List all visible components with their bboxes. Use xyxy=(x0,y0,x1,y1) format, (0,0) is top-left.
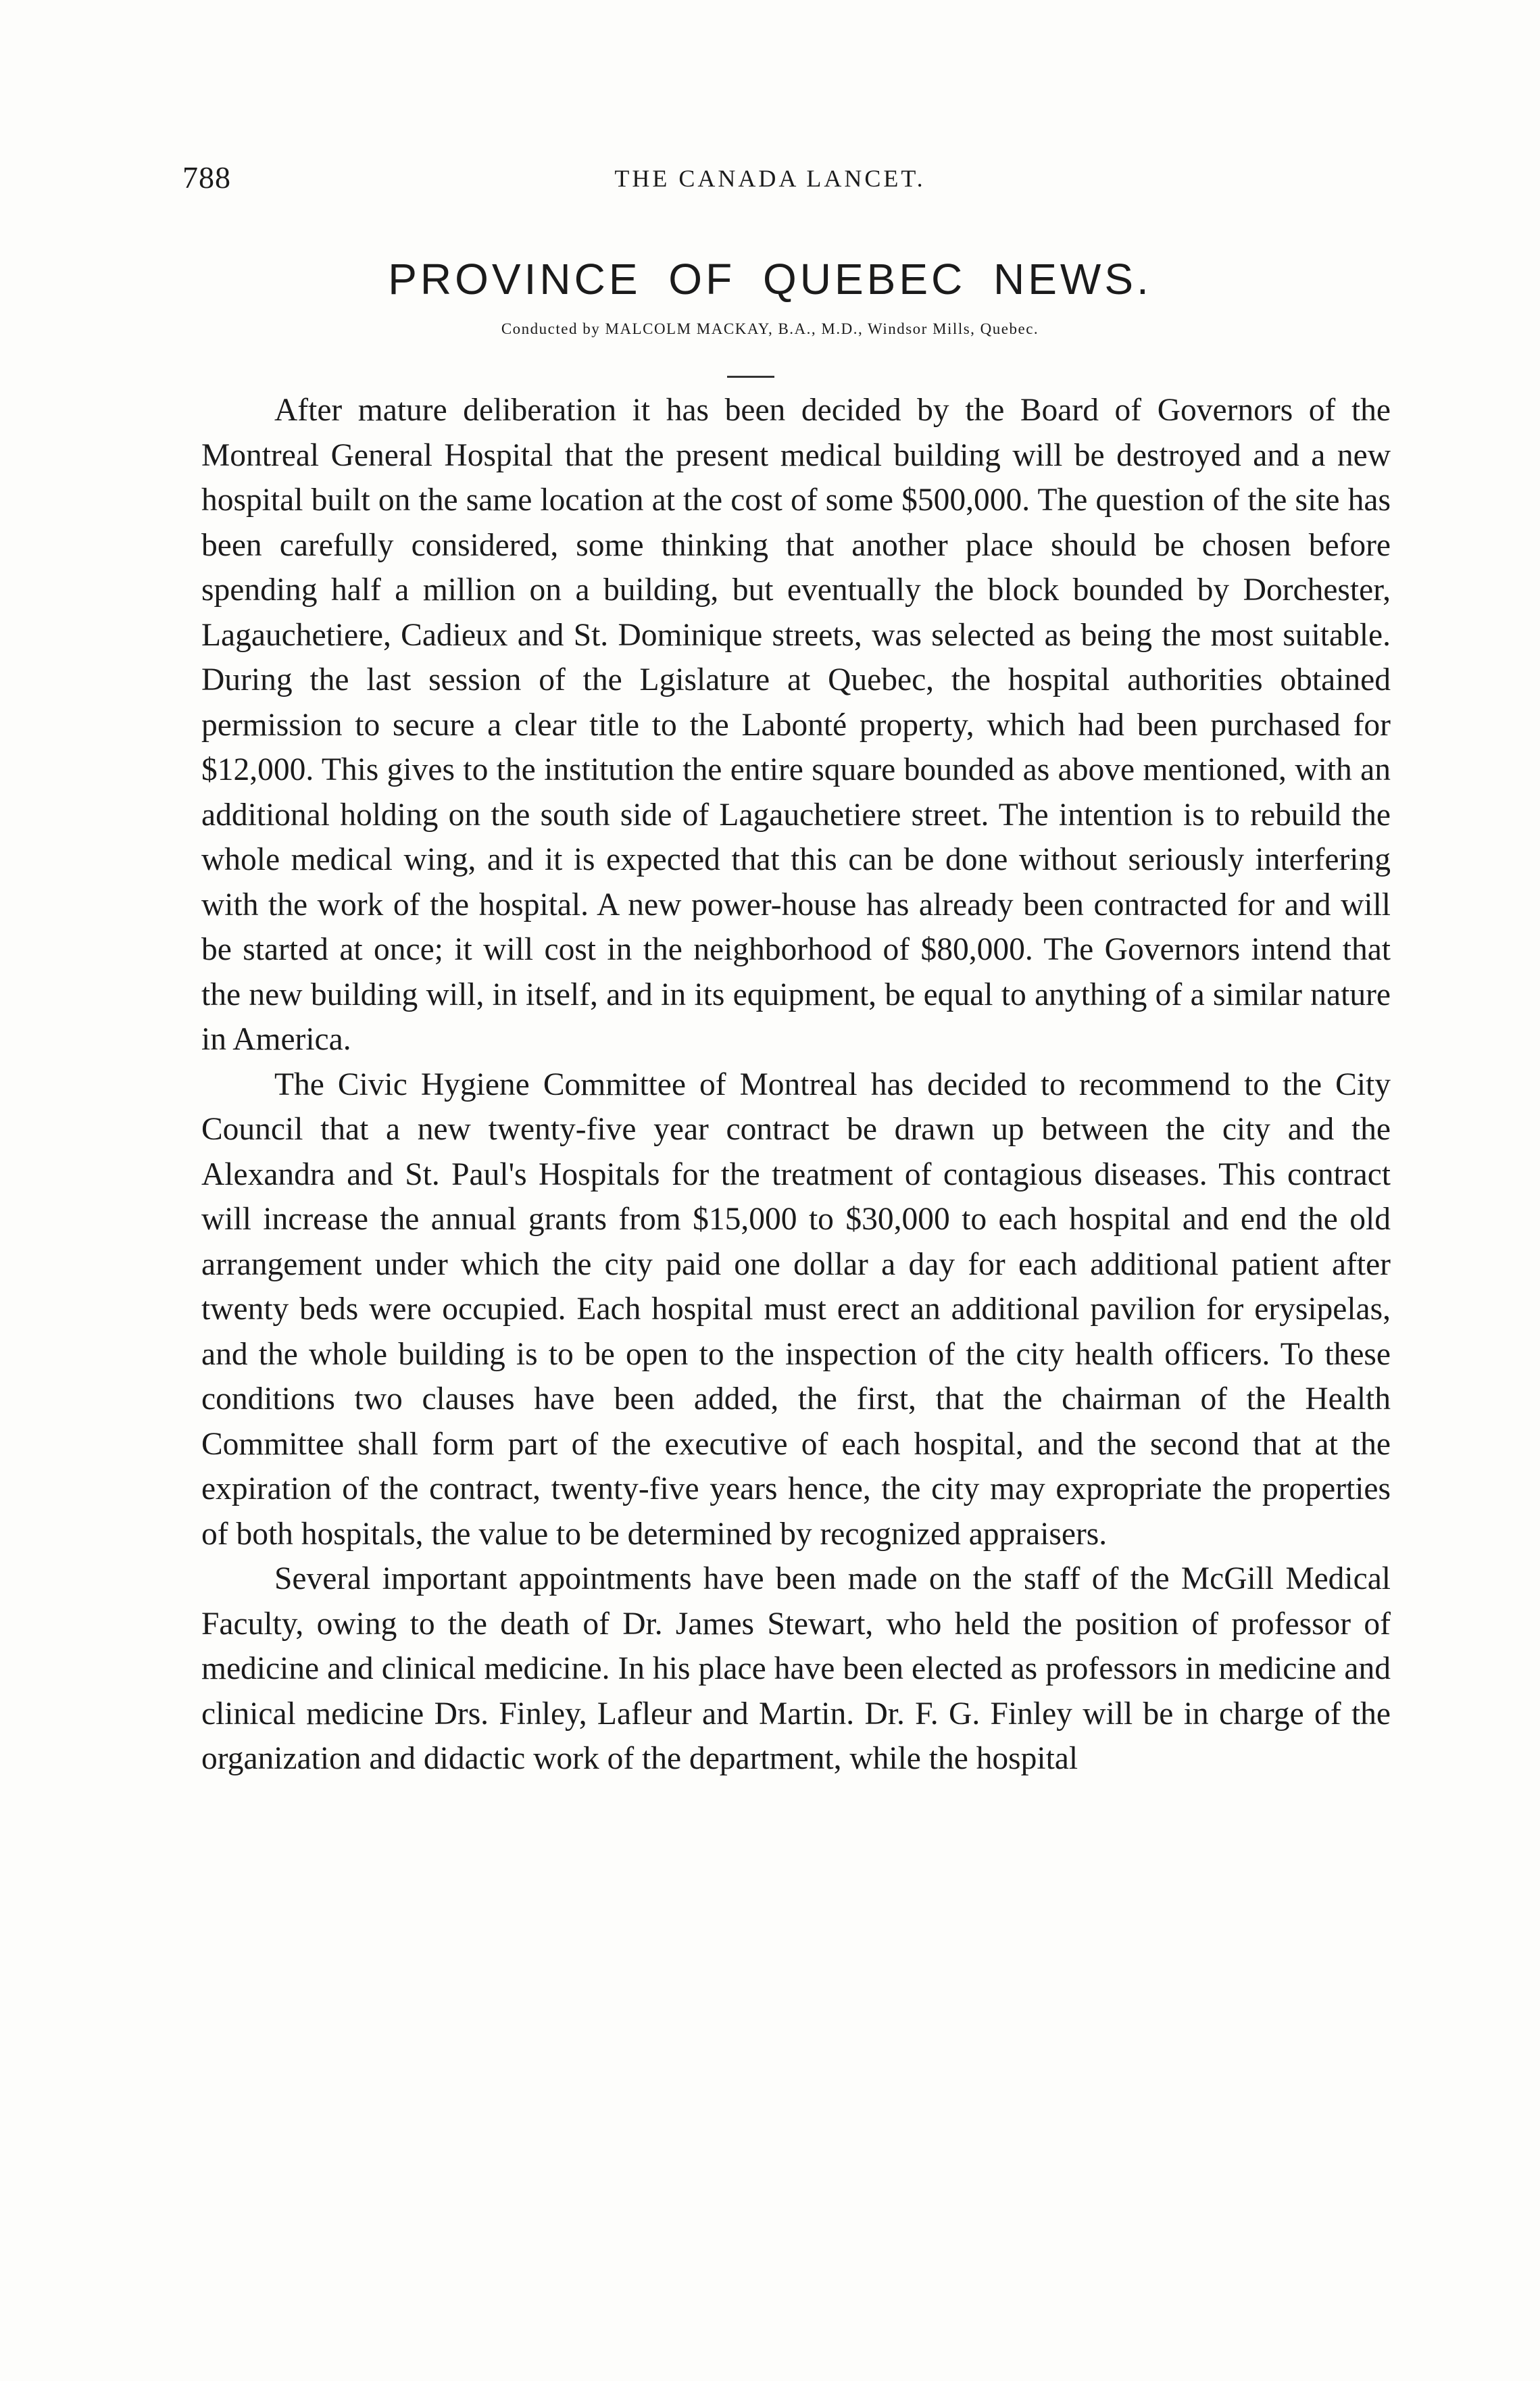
paragraph-hospital-rebuild: After mature deliberation it has been decided by the Board of Governors of the Montreal General Hospital that the present medical building will be destroyed and a new hospital built on the same location at the cost of some $500,000. The question of the site has been carefully considered, some thinking that another place should be chosen before spending half a million on a building, but eventually the block bounded by Dorchester, Lagauchetiere, Cadieux and St. Dominique streets, was selected as being the most suitable. During the last session of the Lgislature at Quebec, the hospital authorities obtained permission to secure a clear title to the Labonté property, which had been purchased for $12,000. This gives to the institution the entire square bounded as above mentioned, with an additional holding on the south side of Lagauchetiere street. The intention is to rebuild the whole medical wing, and it is expected that this can be done without seriously interfering with the work of the hospital. A new power-house has already been contracted for and will be started at once; it will cost in the neighborhood of $80,000. The Governors intend that the new building will, in itself, and in its equipment, be equal to anything of a similar nature in America. xyxy=(201,393,1391,1057)
running-title: THE CANADA LANCET. xyxy=(614,165,926,192)
byline: Conducted by MALCOLM MACKAY, B.A., M.D., Windsor Mills, Quebec. xyxy=(501,320,1039,337)
paragraph-civic-hygiene: The Civic Hygiene Committee of Montreal has decided to recommend to the City Council that a new twenty-five year contract be drawn up between the city and the Alexandra and St. Paul's Hospitals for the treatment of contagious diseases. This contract will increase the annual grants from $15,000 to $30,000 to each hospital and end the old arrangement under which the city paid one dollar a day for each additional patient after twenty beds were occupied. Each hospital must erect an additional pavilion for erysipelas, and the whole building is to be open to the inspection of the city health officers. To these conditions two clauses have been added, the first, that the chairman of the Health Committee shall form part of the executive of each hospital, and the second that at the expiration of the contract, twenty-five years hence, the city may expropriate the properties of both hospitals, the value to be determined by recognized appraisers. xyxy=(201,1066,1391,1552)
divider-rule xyxy=(727,376,774,378)
section-title: PROVINCE OF QUEBEC NEWS. xyxy=(388,255,1152,303)
paragraph-mcgill-appointments: Several important appointments have been made on the staff of the McGill Medical Faculty, owing to the death of Dr. James Stewart, who held the position of professor of medicine and clinical medicine. In his place have been elected as professors in medicine and clinical medicine Drs. Finley, Lafleur and Martin. Dr. F. G. Finley will be in charge of the organization and didactic work of the department, while the hospital xyxy=(201,1561,1391,1776)
article-body xyxy=(201,388,1391,1782)
page-number: 788 xyxy=(182,160,231,195)
